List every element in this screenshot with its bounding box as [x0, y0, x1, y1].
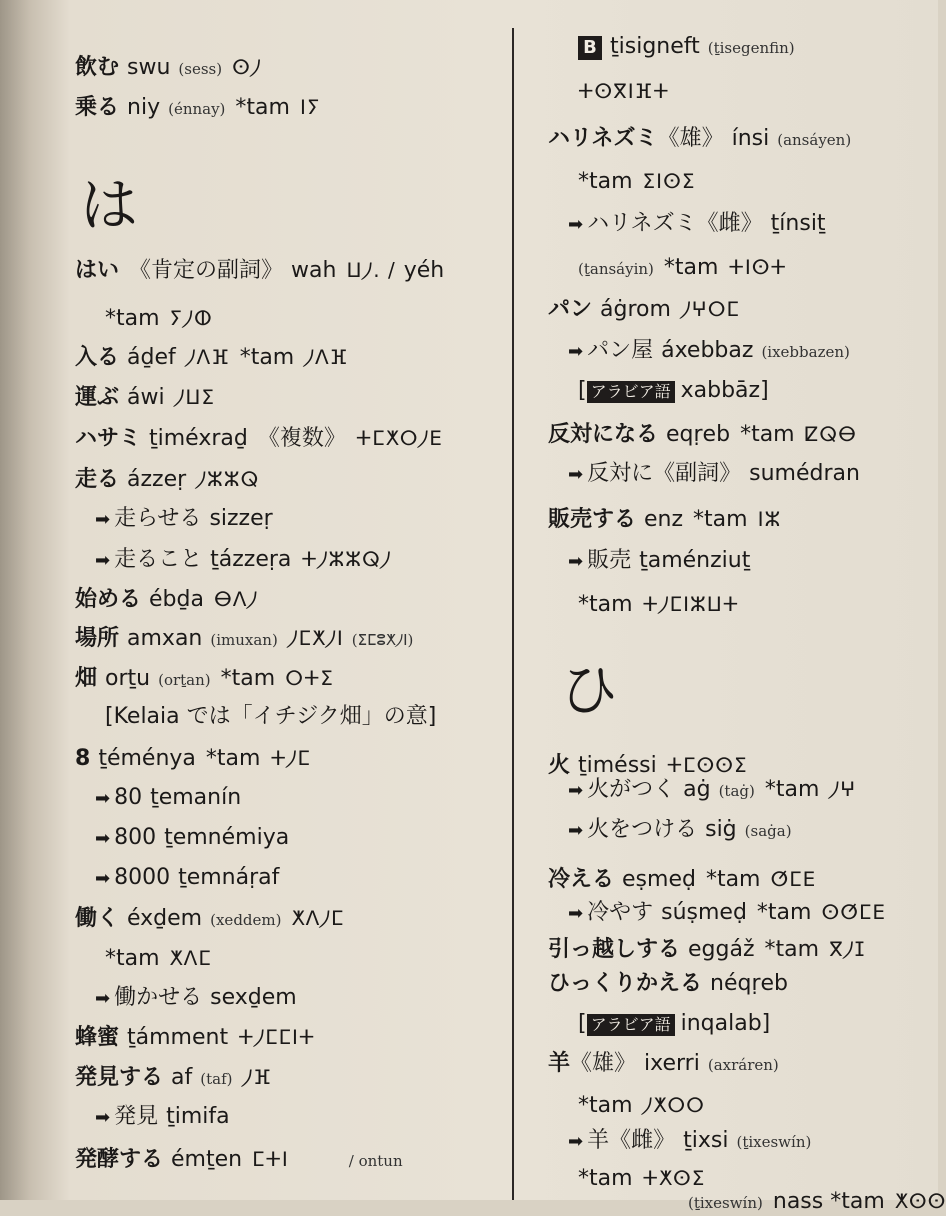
entry-bracket: 《複数》 — [257, 426, 346, 451]
entry-tifinagh: ⵙⵚⵎⴹ — [821, 900, 887, 924]
entry-plural: (ṯixeswín) — [736, 1133, 812, 1151]
entry-move-house — [548, 936, 866, 963]
entry-tam: *tam — [220, 666, 276, 691]
entry-bread — [548, 296, 740, 323]
entry-plural: (énnay) — [168, 100, 226, 118]
entry-plural: (saġa) — [744, 822, 792, 840]
entry-field — [75, 665, 334, 693]
entry-tam: *tam — [764, 937, 820, 962]
entry-transliteration: eṣmeḍ — [622, 867, 696, 892]
entry-transliteration: ixerri — [644, 1051, 700, 1076]
entry-overturn — [548, 971, 788, 997]
entry-transliteration: ínsi — [731, 126, 770, 151]
entry-tam: *tam — [239, 345, 295, 370]
entry-sheep-male — [548, 1051, 779, 1078]
arrow-icon: ➡ — [568, 464, 584, 485]
entry-tifinagh-2: ⵰ⴷⴼ — [304, 345, 349, 369]
entry-transliteration: éxḏem — [127, 906, 203, 931]
entry-fire — [548, 752, 748, 779]
entry-become-opposite — [548, 421, 857, 448]
entry-tifinagh: ⵜ⵰ⵎⵎⵏⵜ — [238, 1025, 316, 1049]
entry-begin — [75, 586, 258, 613]
entry-transliteration: amxan — [127, 626, 203, 651]
entry-transliteration: áwi — [127, 385, 165, 410]
entry-sale-tam — [578, 591, 739, 618]
arrow-icon: ➡ — [95, 988, 111, 1009]
entry-ferment — [75, 1146, 403, 1174]
entry-headword: 働かせる — [114, 985, 203, 1010]
entry-tam: *tam — [705, 867, 761, 892]
entry-headword: 発見する — [75, 1065, 164, 1090]
entry-tifinagh: ⵔⵜⵉ — [285, 666, 334, 690]
entry-cool — [568, 899, 886, 927]
entry-headword: 発見 — [114, 1104, 159, 1129]
entry-eight — [75, 745, 311, 772]
entry-transliteration: ṯemnáṛaf — [178, 865, 280, 890]
entry-run — [75, 466, 259, 493]
entry-tam: *tam — [578, 592, 633, 617]
entry-headword: 販売 — [587, 548, 632, 573]
entry-headword: パン — [548, 297, 593, 322]
entry-transliteration-2: yéh — [403, 258, 445, 283]
entry-headword: ひっくりかえる — [548, 971, 703, 996]
entry-transliteration: orṯu — [105, 666, 151, 691]
entry-headword: 走る — [75, 467, 120, 492]
entry-transliteration: ázzeṛ — [127, 467, 187, 492]
entry-tifinagh: ⵜⵙⴳⵏⴼⵜ — [578, 79, 670, 103]
entry-plural: (sess) — [178, 60, 223, 78]
entry-hedgehog-tifinagh-heading — [578, 34, 795, 61]
entry-transliteration: eqṛeb — [666, 422, 731, 447]
entry-work — [75, 905, 344, 933]
entry-eighty — [95, 785, 241, 812]
entry-transliteration: ṯaménziuṯ — [639, 548, 751, 573]
entry-headword: 火 — [548, 753, 571, 778]
entry-transliteration: af — [171, 1065, 193, 1090]
entry-light-fire — [568, 817, 792, 844]
entry-tifinagh: ⵏⵢ — [299, 95, 321, 119]
entry-plural: (imuxan) — [210, 631, 278, 649]
entry-transliteration: ṯisigneft — [610, 34, 700, 59]
entry-place — [75, 625, 413, 653]
entry-enter — [75, 344, 348, 371]
entry-headword: 羊 — [587, 1128, 610, 1153]
entry-tam: *tam — [693, 507, 748, 532]
entry-sheep-tam — [578, 1092, 705, 1119]
entry-transliteration: súṣmeḍ — [661, 900, 747, 925]
entry-transliteration: ṯéménya — [98, 746, 196, 771]
entry-tifinagh: ⵰ⵡⵉ — [174, 385, 216, 409]
arrow-icon: ➡ — [568, 551, 584, 572]
entry-cutoff-line — [688, 1188, 946, 1216]
entry-tifinagh: ⵏⵣ — [757, 507, 782, 531]
arrow-icon: ➡ — [568, 903, 584, 924]
entry-transliteration: sexḏem — [210, 985, 297, 1010]
arrow-icon: ➡ — [95, 868, 111, 889]
entry-plural: (orṯan) — [158, 671, 211, 689]
entry-work-causative — [95, 985, 297, 1012]
entry-hedgehog-female — [568, 211, 826, 238]
entry-headword: 場所 — [75, 626, 120, 651]
entry-headword: 反対に — [587, 461, 654, 486]
entry-drink — [75, 54, 262, 82]
entry-transliteration: néqṛeb — [710, 971, 789, 996]
entry-transliteration: ṯázzeṛa — [210, 547, 292, 572]
entry-transliteration: ṯixsi — [683, 1128, 729, 1153]
entry-work-tam — [105, 945, 212, 972]
entry-run-causative — [95, 506, 273, 533]
entry-headword: パン屋 — [587, 338, 654, 363]
arrow-icon: ➡ — [95, 788, 111, 809]
entry-eight-thousand — [95, 865, 279, 892]
entry-transliteration: ébḏa — [149, 587, 204, 612]
entry-tam: *tam — [578, 169, 633, 194]
entry-tifinagh: ⵰ⵣⵣⵕ — [196, 467, 260, 491]
arabic-label-badge: アラビア語 — [587, 1014, 675, 1036]
entry-headword: 乗る — [75, 95, 120, 120]
entry-plural: (ṯansáyin) — [578, 260, 654, 278]
entry-tam: *tam — [105, 306, 160, 331]
entry-headword: 働く — [75, 906, 120, 931]
entry-tifinagh: ⵚⵎⴹ — [770, 867, 817, 891]
arrow-icon: ➡ — [95, 509, 111, 530]
entry-tifinagh: ⵰ⴼ — [242, 1065, 272, 1089]
arrow-icon: ➡ — [95, 828, 111, 849]
entry-headword: 入る — [75, 345, 120, 370]
entry-tifinagh: ⵢ⵰ⵀ — [169, 306, 213, 330]
entry-bakery — [568, 338, 850, 365]
entry-tifinagh: ⵅⴷ⵰ⵎ — [291, 906, 345, 930]
entry-field-note — [105, 704, 436, 730]
entry-catch-fire — [568, 776, 856, 804]
arrow-icon: ➡ — [568, 820, 584, 841]
entry-transliteration: ṯiméssi — [578, 753, 657, 778]
arrow-icon: ➡ — [568, 780, 584, 801]
entry-headword: 蜂蜜 — [75, 1025, 120, 1050]
open-bracket: [ — [578, 1011, 587, 1036]
arrow-icon: ➡ — [568, 214, 584, 235]
entry-tifinagh: ⵎⵜⵏ — [252, 1147, 289, 1171]
entry-note: [Kelaia では「イチジク畑」の意] — [105, 704, 437, 729]
entry-headword: 走ること — [114, 547, 203, 572]
entry-headword: 販売する — [548, 507, 637, 532]
entry-sell — [548, 506, 781, 533]
entry-tam: *tam — [235, 95, 290, 120]
entry-tifinagh: ⵜⵎⵅⵔ⵰ⴹ — [355, 426, 443, 450]
entry-transliteration: ṯemanín — [150, 785, 242, 810]
entry-transliteration: ṯimifa — [166, 1104, 230, 1129]
entry-headword: 8 — [75, 746, 91, 771]
section-kana-ha: は — [80, 171, 139, 239]
right-column — [548, 0, 946, 1214]
entry-transliteration: áxebbaz — [661, 338, 754, 363]
arrow-icon: ➡ — [95, 550, 111, 571]
entry-transliteration: sizzeṛ — [209, 506, 273, 531]
entry-tifinagh: ⵰ⵎⵅ⵰ⵏ — [287, 626, 344, 650]
entry-headword: ハサミ — [75, 426, 142, 451]
entry-transliteration: wah — [291, 258, 337, 283]
arrow-icon: ➡ — [95, 1107, 111, 1128]
entry-headword: 始める — [75, 587, 142, 612]
entry-tam: *tam — [764, 777, 820, 802]
entry-transliteration: enz — [644, 507, 684, 532]
entry-headword: ハリネズミ — [587, 211, 697, 236]
entry-bakery-arabic — [578, 378, 769, 404]
entry-bracket: 《副詞》 — [653, 461, 742, 486]
entry-headword: 80 — [114, 785, 143, 810]
entry-sale — [568, 548, 750, 575]
entry-transliteration: ṯínsiṯ — [770, 211, 826, 236]
entry-sheep-female — [568, 1128, 811, 1155]
entry-tifinagh: ⵅⴷⵎ — [169, 946, 212, 970]
entry-hai-tam — [105, 305, 213, 332]
entry-tam: *tam — [105, 946, 160, 971]
entry-transliteration: aġ — [683, 777, 711, 802]
entry-bracket: 《雄》 — [570, 1051, 637, 1076]
entry-tifinagh: ⵉⵏⵙⵉ — [642, 169, 696, 193]
entry-headword: 冷やす — [587, 900, 654, 925]
entry-tifinagh: ⵰ⵅⵔⵔ — [642, 1093, 705, 1117]
entry-tifinagh: ⵜ⵰ⵎⵏⵣⵡⵜ — [642, 592, 740, 616]
entry-transliteration: sumédran — [749, 461, 860, 486]
entry-plural: (ṯixeswín) — [688, 1194, 763, 1212]
entry-headword: 火をつける — [587, 817, 698, 842]
entry-plural: / ontun — [348, 1152, 403, 1170]
label-badge: B — [578, 36, 602, 60]
entry-tam: nass *tam — [772, 1189, 885, 1214]
entry-tifinagh: ⵇⵕⴱ — [804, 422, 857, 446]
entry-transliteration: inqalab] — [680, 1011, 771, 1036]
entry-headword: 冷える — [548, 867, 615, 892]
entry-tam: *tam — [578, 1166, 633, 1191]
entry-tifinagh: ⵅⵙⵙ — [894, 1189, 946, 1213]
entry-plural: (taf) — [200, 1070, 233, 1088]
entry-tifinagh: ⵰ⴷⴼ — [185, 345, 230, 369]
entry-headword: 運ぶ — [75, 385, 120, 410]
entry-headword: 畑 — [75, 666, 98, 691]
entry-sheep-female-tam — [578, 1165, 705, 1192]
entry-plural: (ṯisegenfin) — [707, 39, 795, 57]
entry-overturn-arabic — [578, 1011, 770, 1037]
entry-transliteration: áḏef — [127, 345, 176, 370]
entry-running — [95, 546, 392, 574]
entry-hedgehog-female-plural — [578, 254, 787, 282]
entry-transliteration: ṯámment — [127, 1025, 229, 1050]
entry-tifinagh: ⵰ⵖ — [829, 777, 857, 801]
entry-tam: *tam — [578, 1093, 633, 1118]
entry-transliteration: émṯen — [171, 1147, 243, 1172]
entry-tifinagh: ⴳ⵰ⵊ — [829, 937, 866, 961]
entry-headword: 羊 — [548, 1051, 571, 1076]
entry-tifinagh: ⵰ⵖⵔⵎ — [680, 297, 740, 321]
entry-tam: *tam — [740, 422, 795, 447]
entry-headword: 反対になる — [548, 422, 659, 447]
entry-plural-tifinagh: (ⵉⵎⵓⵅ⵰ⵏ) — [351, 631, 414, 649]
entry-tifinagh: ⴱⴷ⵰ — [213, 587, 259, 611]
entry-plural: (taġ) — [718, 782, 755, 800]
entry-eight-hundred — [95, 825, 289, 852]
column-divider — [512, 28, 514, 1200]
entry-scissors — [75, 425, 443, 452]
entry-tam: *tam — [663, 255, 719, 280]
entry-plural: (ixebbazen) — [761, 343, 850, 361]
entry-plural: (xeddem) — [210, 911, 282, 929]
open-bracket: [ — [578, 378, 587, 403]
entry-headword: はい — [75, 258, 120, 283]
entry-headword: 走らせる — [114, 506, 202, 531]
arabic-label-badge: アラビア語 — [587, 381, 675, 403]
entry-headword: 飲む — [75, 55, 120, 80]
entry-discovery — [95, 1104, 230, 1131]
entry-tifinagh: ⵜⵅⵙⵉ — [642, 1166, 706, 1190]
entry-transliteration: áġrom — [600, 297, 671, 322]
entry-transliteration: niy — [127, 95, 161, 120]
entry-bracket: 《雌》 — [609, 1128, 676, 1153]
entry-tifinagh: ⵜⵏⵙⵜ — [728, 255, 787, 279]
entry-tifinagh: ⵜ⵰ⵣⵣⵕ⵰ — [301, 547, 392, 571]
entry-headword: 8000 — [114, 865, 171, 890]
entry-tifinagh: ⵜ⵰ⵎ — [270, 746, 311, 770]
entry-tisigneft-tifinagh — [578, 78, 670, 105]
arrow-icon: ➡ — [568, 341, 584, 362]
entry-transliteration: xabbāz] — [680, 378, 769, 403]
entry-hai — [75, 257, 444, 284]
entry-headword: 800 — [114, 825, 157, 850]
entry-carry — [75, 384, 215, 411]
entry-bracket: 《肯定の副詞》 — [129, 258, 284, 283]
entry-opposite-adverb — [568, 461, 860, 488]
entry-tam: *tam — [205, 746, 261, 771]
entry-plural: (axráren) — [707, 1056, 779, 1074]
entry-tam: *tam — [756, 900, 812, 925]
entry-transliteration: ṯiméxraḏ — [149, 426, 248, 451]
entry-bracket: 《雌》 — [696, 211, 763, 236]
entry-headword: 発酵する — [75, 1147, 164, 1172]
entry-headword: ハリネズミ — [548, 126, 658, 151]
entry-discover — [75, 1064, 272, 1092]
entry-headword: 引っ越しする — [548, 937, 681, 962]
entry-hedgehog-male — [548, 126, 851, 153]
entry-headword: 火がつく — [587, 777, 676, 802]
entry-transliteration: eggáž — [688, 937, 755, 962]
entry-cool-down — [548, 866, 816, 893]
entry-bracket: 《雄》 — [657, 126, 724, 151]
entry-honey — [75, 1024, 315, 1051]
entry-transliteration: swu — [127, 55, 171, 80]
entry-tifinagh: ⵡ⵰. / — [346, 258, 396, 282]
left-column — [75, 0, 505, 1200]
entry-transliteration: ṯemnémiya — [164, 825, 290, 850]
entry-ride — [75, 94, 321, 122]
entry-tifinagh: ⵜⵎⵙⵙⵉ — [666, 753, 748, 777]
entry-transliteration: siġ — [705, 817, 737, 842]
entry-hedgehog-tam — [578, 168, 695, 195]
entry-plural: (ansáyen) — [777, 131, 852, 149]
entry-tifinagh: ⵙ⵰ — [232, 55, 262, 79]
arrow-icon: ➡ — [568, 1131, 584, 1152]
section-kana-hi: ひ — [560, 656, 619, 724]
